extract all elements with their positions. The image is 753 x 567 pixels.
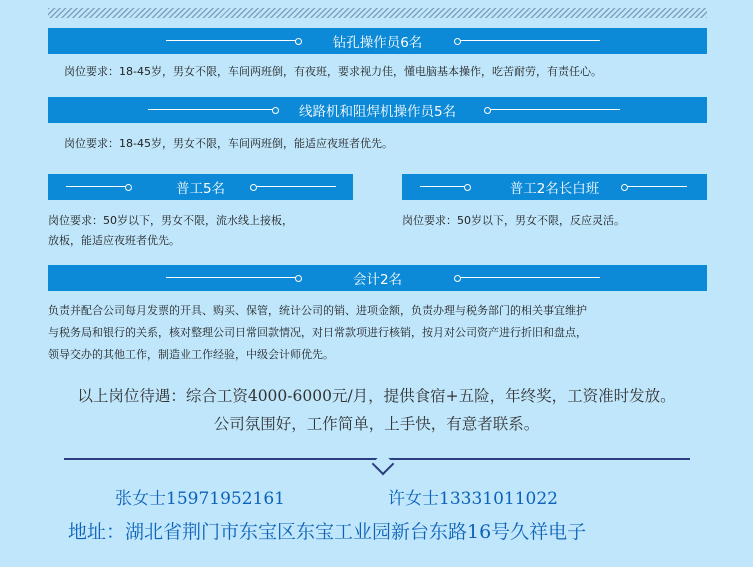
section-header-circuit (48, 97, 707, 123)
treatment-line: 以上岗位待遇：综合工资4000-6000元/月，提供食宿+五险，年终奖，工资准时发放。 (77, 387, 676, 405)
contact-xu: 许女士13331011022 (388, 489, 558, 509)
header-line-decoration (460, 277, 600, 278)
section-title: 普工5名 (175, 181, 226, 197)
header-line-decoration (420, 186, 465, 187)
section-title: 钻孔操作员6名 (332, 35, 423, 51)
header-line-decoration (256, 186, 336, 187)
section-header-general-worker (48, 174, 353, 200)
divider-notch (372, 453, 395, 476)
section-requirement: 岗位要求：50岁以下，男女不限，流水线上接板， (48, 214, 293, 227)
header-line-decoration (148, 109, 273, 110)
section-title: 普工2名长白班 (509, 181, 600, 197)
header-line-decoration (460, 40, 600, 41)
treatment-line: 公司氛围好，工作简单，上手快，有意者联系。 (213, 415, 540, 433)
section-requirement: 岗位要求：50岁以下，男女不限，反应灵活。 (402, 214, 625, 227)
section-header-accountant (48, 265, 707, 291)
section-requirement: 领导交办的其他工作，制造业工作经验，中级会计师优先。 (48, 348, 334, 361)
section-header-drilling (48, 28, 707, 54)
header-line-decoration (490, 109, 620, 110)
section-requirement: 放板，能适应夜班者优先。 (48, 234, 180, 247)
address: 地址：湖北省荆门市东宝区东宝工业园新台东路16号久祥电子 (68, 521, 587, 543)
section-header-day-worker (402, 174, 707, 200)
section-requirement: 负责并配合公司每月发票的开具、购买、保管，统计公司的销、进项金额，负责办理与税务部门的相关事宜维护 (48, 304, 587, 317)
header-line-decoration (66, 186, 126, 187)
section-title: 线路机和阻焊机操作员5名 (298, 104, 457, 120)
section-requirement: 岗位要求：18-45岁，男女不限，车间两班倒，能适应夜班者优先。 (64, 137, 393, 150)
section-title: 会计2名 (352, 272, 403, 288)
section-requirement: 岗位要求：18-45岁，男女不限，车间两班倒，有夜班，要求视力佳，懂电脑基本操作，吃苦耐劳，有责任心。 (64, 65, 602, 78)
header-line-decoration (627, 186, 687, 187)
contact-zhang: 张女士15971952161 (115, 489, 285, 509)
section-requirement: 与税务局和银行的关系，核对整理公司日常回款情况，对日常款项进行核销，按月对公司资产进行折旧和盘点， (48, 326, 587, 339)
header-line-decoration (166, 277, 296, 278)
header-line-decoration (166, 40, 296, 41)
hatch-decoration (48, 8, 707, 18)
